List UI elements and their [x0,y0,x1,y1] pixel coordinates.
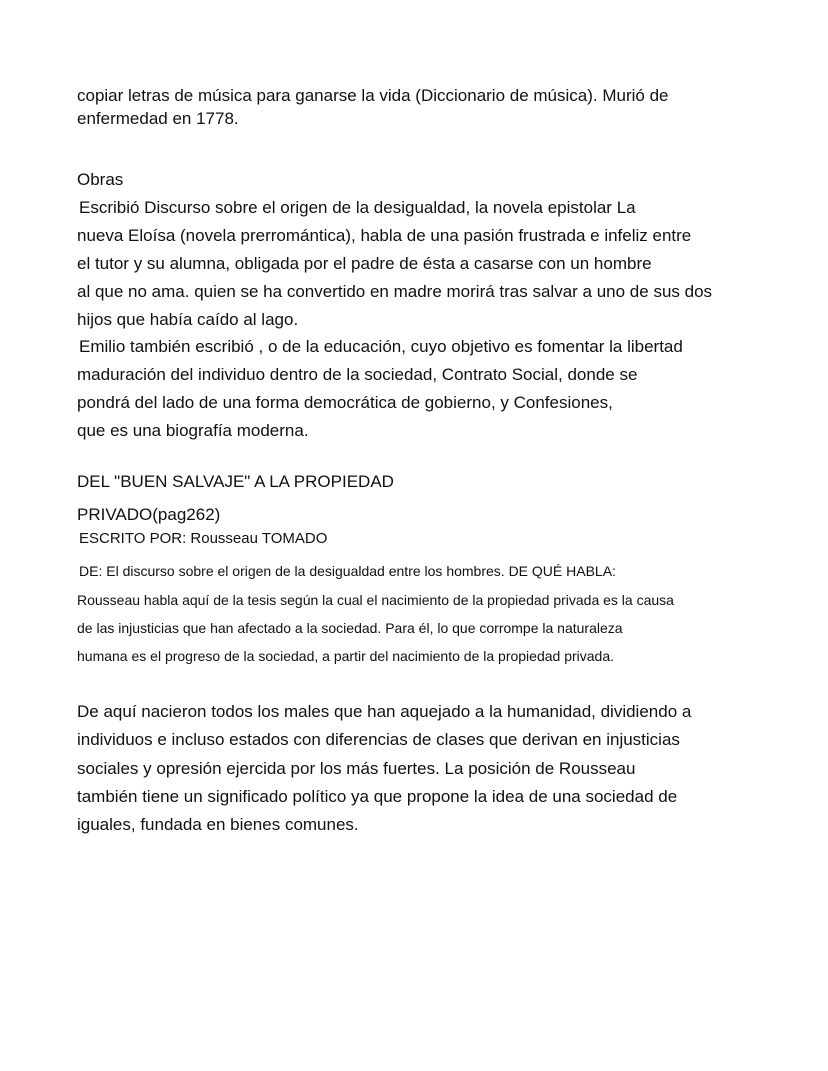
closing-line: De aquí nacieron todos los males que han aquejado a la humanidad, dividiendo a [77,702,692,721]
summary-line: de las injusticias que han afectado a la sociedad. Para él, lo que corrompe la naturaleza [77,620,623,636]
section-byline: ESCRITO POR: Rousseau TOMADO [79,530,328,547]
section-title-line: PRIVADO(pag262) [77,505,221,524]
obras-line: que es una biografía moderna. [77,421,309,440]
obras-line: Escribió Discurso sobre el origen de la desigualdad, la novela epistolar La [79,198,636,217]
obras-heading: Obras [77,170,124,189]
intro-line: enfermedad en 1778. [77,109,239,128]
intro-line: copiar letras de música para ganarse la vida (Diccionario de música). Murió de [77,86,669,105]
closing-line: sociales y opresión ejercida por los más fuertes. La posición de Rousseau [77,759,636,778]
obras-line: nueva Eloísa (novela prerromántica), habla de una pasión frustrada e infeliz entre [77,226,692,245]
obras-line: el tutor y su alumna, obligada por el padre de ésta a casarse con un hombre [77,254,652,273]
obras-line: Emilio también escribió , o de la educación, cuyo objetivo es fomentar la libertad [79,337,683,356]
closing-line: también tiene un significado político ya que propone la idea de una sociedad de [77,787,678,806]
closing-line: iguales, fundada en bienes comunes. [77,815,359,834]
section-title-line: DEL "BUEN SALVAJE" A LA PROPIEDAD [77,472,394,491]
closing-line: individuos e incluso estados con diferencias de clases que derivan en injusticias [77,730,680,749]
obras-line: maduración del individuo dentro de la sociedad, Contrato Social, donde se [77,365,638,384]
summary-line: Rousseau habla aquí de la tesis según la cual el nacimiento de la propiedad privada es la causa [77,592,674,608]
obras-line: hijos que había caído al lago. [77,310,299,329]
obras-line: pondrá del lado de una forma democrática de gobierno, y Confesiones, [77,393,613,412]
summary-line: DE: El discurso sobre el origen de la desigualdad entre los hombres. DE QUÉ HABLA: [79,563,616,579]
obras-line: al que no ama. quien se ha convertido en madre morirá tras salvar a uno de sus dos [77,282,713,301]
summary-line: humana es el progreso de la sociedad, a partir del nacimiento de la propiedad privada. [77,648,615,664]
